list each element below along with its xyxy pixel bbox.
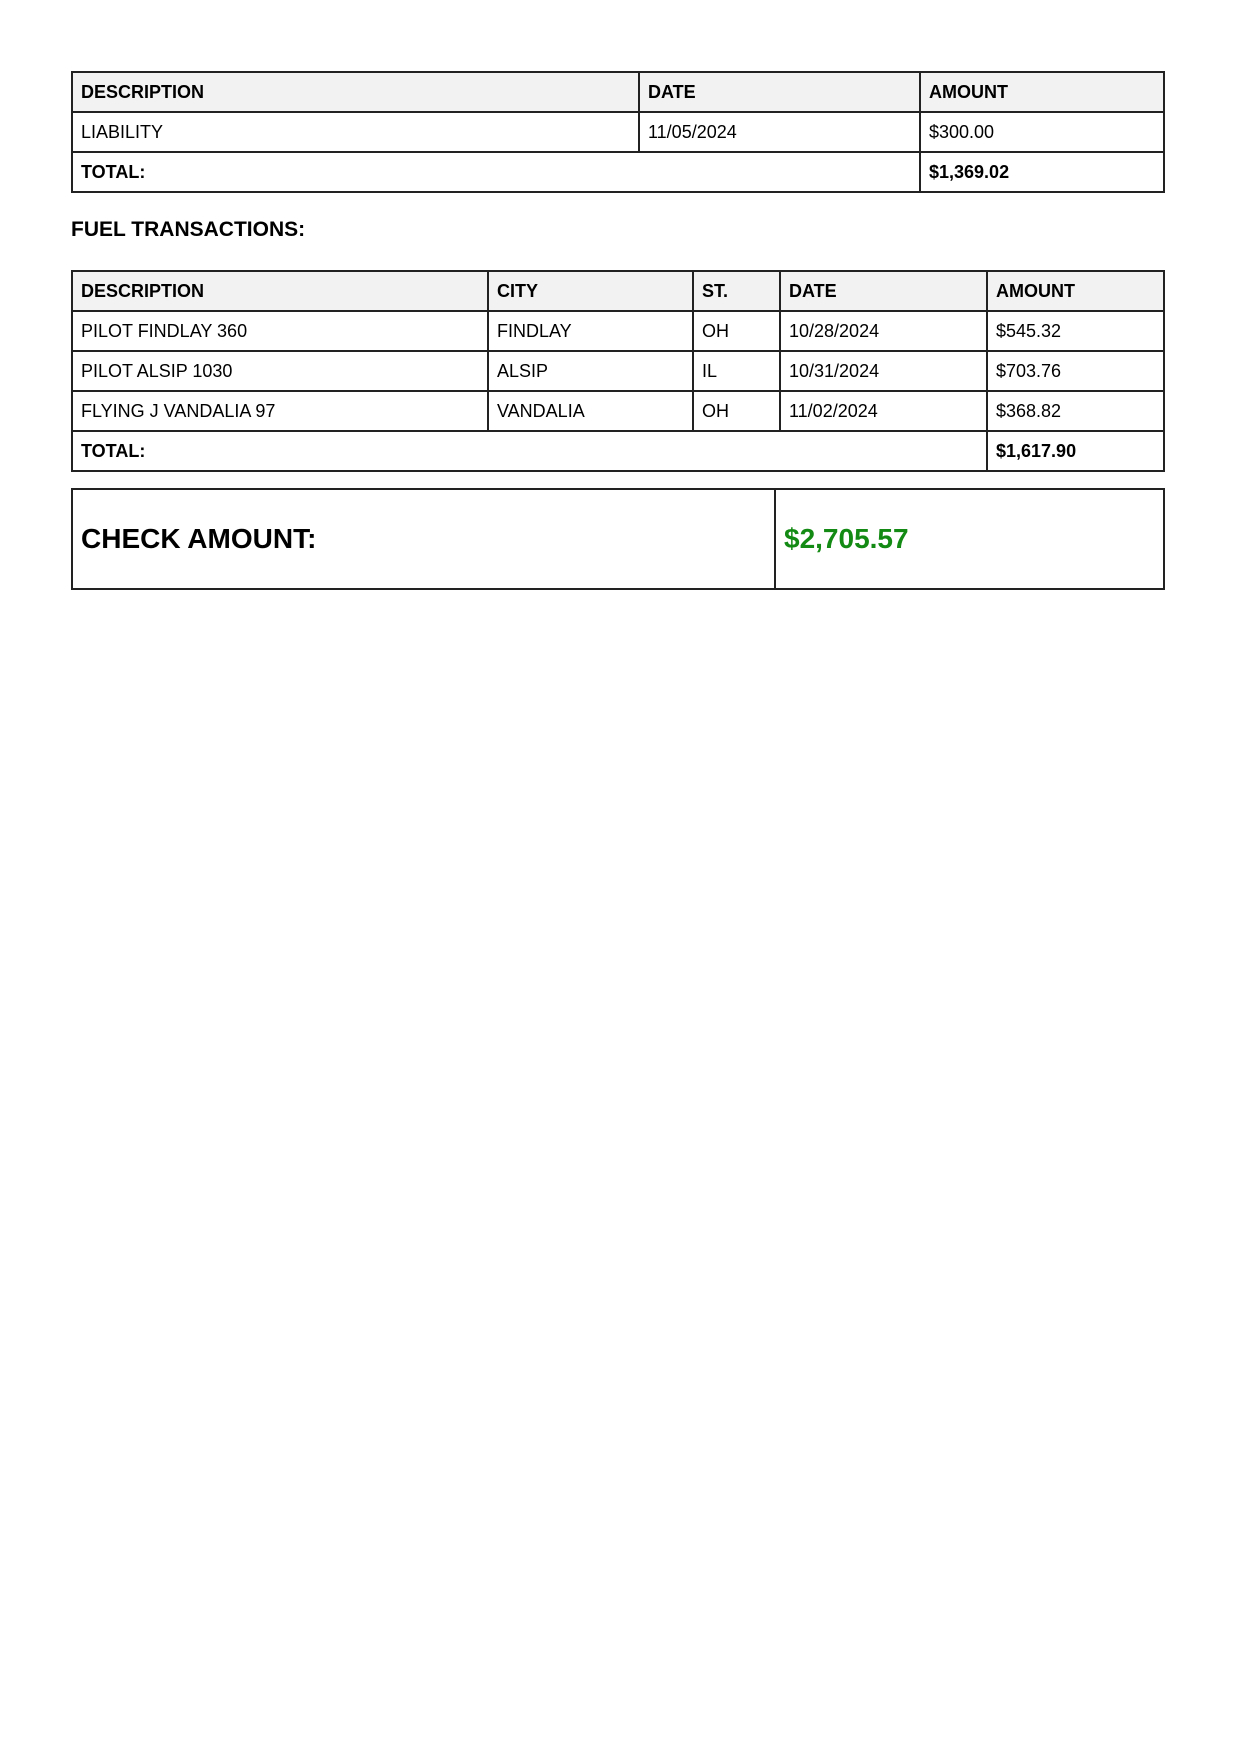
cell-city: FINDLAY <box>488 311 693 351</box>
column-header-date: DATE <box>639 72 920 112</box>
cell-amount: $703.76 <box>987 351 1164 391</box>
table-header-row <box>72 271 1164 311</box>
cell-date: 10/28/2024 <box>780 311 987 351</box>
total-label: TOTAL: <box>72 431 987 471</box>
cell-date: 10/31/2024 <box>780 351 987 391</box>
cell-state: OH <box>693 391 780 431</box>
check-amount-label: CHECK AMOUNT: <box>72 489 775 589</box>
cell-description: PILOT ALSIP 1030 <box>72 351 488 391</box>
document-page <box>71 71 1163 590</box>
column-header-date: DATE <box>780 271 987 311</box>
cell-city: ALSIP <box>488 351 693 391</box>
total-value: $1,617.90 <box>987 431 1164 471</box>
cell-description: LIABILITY <box>72 112 639 152</box>
column-header-description: DESCRIPTION <box>72 72 639 112</box>
check-amount-value: $2,705.57 <box>775 489 1164 589</box>
column-header-city: CITY <box>488 271 693 311</box>
total-row <box>72 431 1164 471</box>
fuel-transactions-table <box>71 270 1165 472</box>
total-value: $1,369.02 <box>920 152 1164 192</box>
cell-date: 11/05/2024 <box>639 112 920 152</box>
cell-city: VANDALIA <box>488 391 693 431</box>
cell-state: OH <box>693 311 780 351</box>
column-header-amount: AMOUNT <box>987 271 1164 311</box>
column-header-amount: AMOUNT <box>920 72 1164 112</box>
cell-amount: $300.00 <box>920 112 1164 152</box>
column-header-state: ST. <box>693 271 780 311</box>
table-row <box>72 311 1164 351</box>
cell-amount: $368.82 <box>987 391 1164 431</box>
check-amount-row <box>72 489 1164 589</box>
table-row <box>72 351 1164 391</box>
cell-state: IL <box>693 351 780 391</box>
cell-date: 11/02/2024 <box>780 391 987 431</box>
table-row <box>72 112 1164 152</box>
table-row <box>72 391 1164 431</box>
column-header-description: DESCRIPTION <box>72 271 488 311</box>
cell-amount: $545.32 <box>987 311 1164 351</box>
table-header-row <box>72 72 1164 112</box>
check-amount-box <box>71 488 1165 590</box>
cell-description: FLYING J VANDALIA 97 <box>72 391 488 431</box>
total-row <box>72 152 1164 192</box>
deductions-table <box>71 71 1165 193</box>
cell-description: PILOT FINDLAY 360 <box>72 311 488 351</box>
fuel-transactions-title: FUEL TRANSACTIONS: <box>71 218 306 241</box>
total-label: TOTAL: <box>72 152 920 192</box>
